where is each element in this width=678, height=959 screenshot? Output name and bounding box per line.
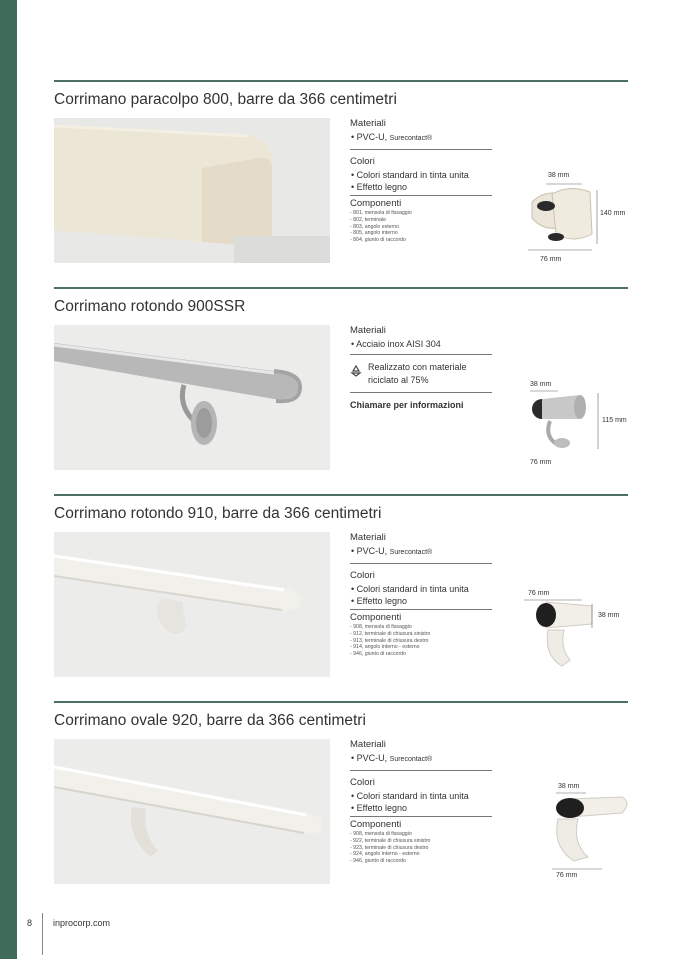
materials-heading: Materiali — [350, 325, 386, 336]
color-item: • Colori standard in tinta unita — [351, 169, 469, 180]
product-section-910 — [54, 494, 628, 694]
component-item: - 922, terminale di chiusura sinistro — [350, 837, 431, 844]
spec-divider — [350, 770, 492, 771]
component-item: - 801, mensola di fissaggio — [350, 210, 412, 216]
component-item: - 804, giunto di raccordo — [350, 237, 406, 244]
component-item: - 946, giunto di raccordo — [350, 651, 406, 658]
spec-divider — [350, 195, 492, 196]
component-item: - 908, mensola di fissaggio — [350, 831, 412, 837]
product-section-800 — [54, 80, 628, 280]
component-item: - 908, mensola di fissaggio — [350, 624, 412, 630]
product-specs — [350, 739, 492, 865]
recycle-icon — [350, 365, 362, 377]
recycled-text: Realizzato con materiale riciclato al 75% — [368, 362, 467, 385]
dimension-drawing — [522, 781, 632, 881]
material-item: • PVC-U, Surecontact® — [351, 131, 433, 142]
component-item: - 946, giunto di raccordo — [350, 858, 406, 865]
page-number: 8 — [27, 918, 33, 928]
materials-heading: Materiali — [350, 739, 386, 750]
product-specs — [350, 532, 492, 658]
material-item: • PVC-U, Surecontact® — [351, 752, 433, 763]
product-photo — [54, 532, 330, 677]
materials-heading: Materiali — [350, 118, 386, 129]
spec-divider — [350, 816, 492, 817]
footer-url: inprocorp.com — [53, 918, 111, 928]
dimension-side: 140 mm — [600, 210, 626, 217]
product-title: Corrimano ovale 920, barre da 366 centimetri — [54, 712, 366, 729]
dimension-drawing — [522, 379, 632, 469]
material-item: • Acciaio inox AISI 304 — [351, 338, 441, 349]
section-divider — [54, 80, 628, 82]
colors-heading: Colori — [350, 156, 375, 167]
product-title: Corrimano paracolpo 800, barre da 366 centimetri — [54, 91, 397, 108]
product-photo — [54, 739, 330, 884]
dimension-bottom: 76 mm — [540, 256, 562, 263]
product-section-920 — [54, 701, 628, 901]
section-divider — [54, 701, 628, 703]
component-item: - 805, angolo interno — [350, 230, 398, 237]
component-item: - 803, angolo esterno — [350, 223, 400, 230]
material-item: • PVC-U, Surecontact® — [351, 545, 433, 556]
footer-divider — [42, 913, 43, 955]
component-item: - 912, terminale di chiusura sinistro — [350, 630, 431, 637]
dimension-drawing — [522, 590, 632, 680]
dimension-drawing — [522, 172, 632, 272]
product-specs — [350, 118, 492, 244]
color-item: • Effetto legno — [351, 182, 408, 192]
spec-divider — [350, 354, 492, 355]
call-for-info: Chiamare per informazioni — [350, 400, 464, 410]
dimension-side: 38 mm — [598, 612, 620, 619]
section-divider — [54, 287, 628, 289]
side-color-band — [0, 0, 17, 959]
product-title: Corrimano rotondo 900SSR — [54, 298, 246, 315]
colors-heading: Colori — [350, 570, 375, 581]
dimension-top: 38 mm — [558, 783, 580, 790]
product-title: Corrimano rotondo 910, barre da 366 centimetri — [54, 505, 382, 522]
component-item: - 914, angolo interno - esterno — [350, 644, 420, 651]
spec-divider — [350, 149, 492, 150]
colors-heading: Colori — [350, 777, 375, 788]
dimension-top: 76 mm — [528, 590, 550, 597]
color-item: • Effetto legno — [351, 596, 408, 606]
materials-heading: Materiali — [350, 532, 386, 543]
product-section-900ssr — [54, 287, 628, 487]
dimension-top: 38 mm — [530, 381, 552, 388]
components-heading: Componenti — [350, 818, 402, 830]
dimension-bottom: 76 mm — [556, 872, 578, 879]
component-item: - 913, terminale di chiusura destro — [350, 637, 429, 644]
color-item: • Colori standard in tinta unita — [351, 790, 469, 801]
color-item: • Colori standard in tinta unita — [351, 583, 469, 594]
color-item: • Effetto legno — [351, 803, 408, 813]
section-divider — [54, 494, 628, 496]
spec-divider — [350, 563, 492, 564]
spec-divider — [350, 392, 492, 393]
product-photo — [54, 118, 330, 263]
dimension-side: 115 mm — [602, 417, 627, 424]
dimension-top: 38 mm — [548, 172, 570, 179]
component-item: - 923, terminale di chiusura destro — [350, 844, 429, 851]
dimension-bottom: 76 mm — [530, 459, 552, 466]
component-item: - 802, terminale — [350, 216, 387, 223]
spec-divider — [350, 609, 492, 610]
product-photo — [54, 325, 330, 470]
components-heading: Componenti — [350, 611, 402, 623]
components-heading: Componenti — [350, 197, 402, 209]
recycled-note — [350, 361, 492, 386]
component-item: - 924, angolo interno - esterno — [350, 851, 420, 858]
product-specs — [350, 325, 492, 412]
